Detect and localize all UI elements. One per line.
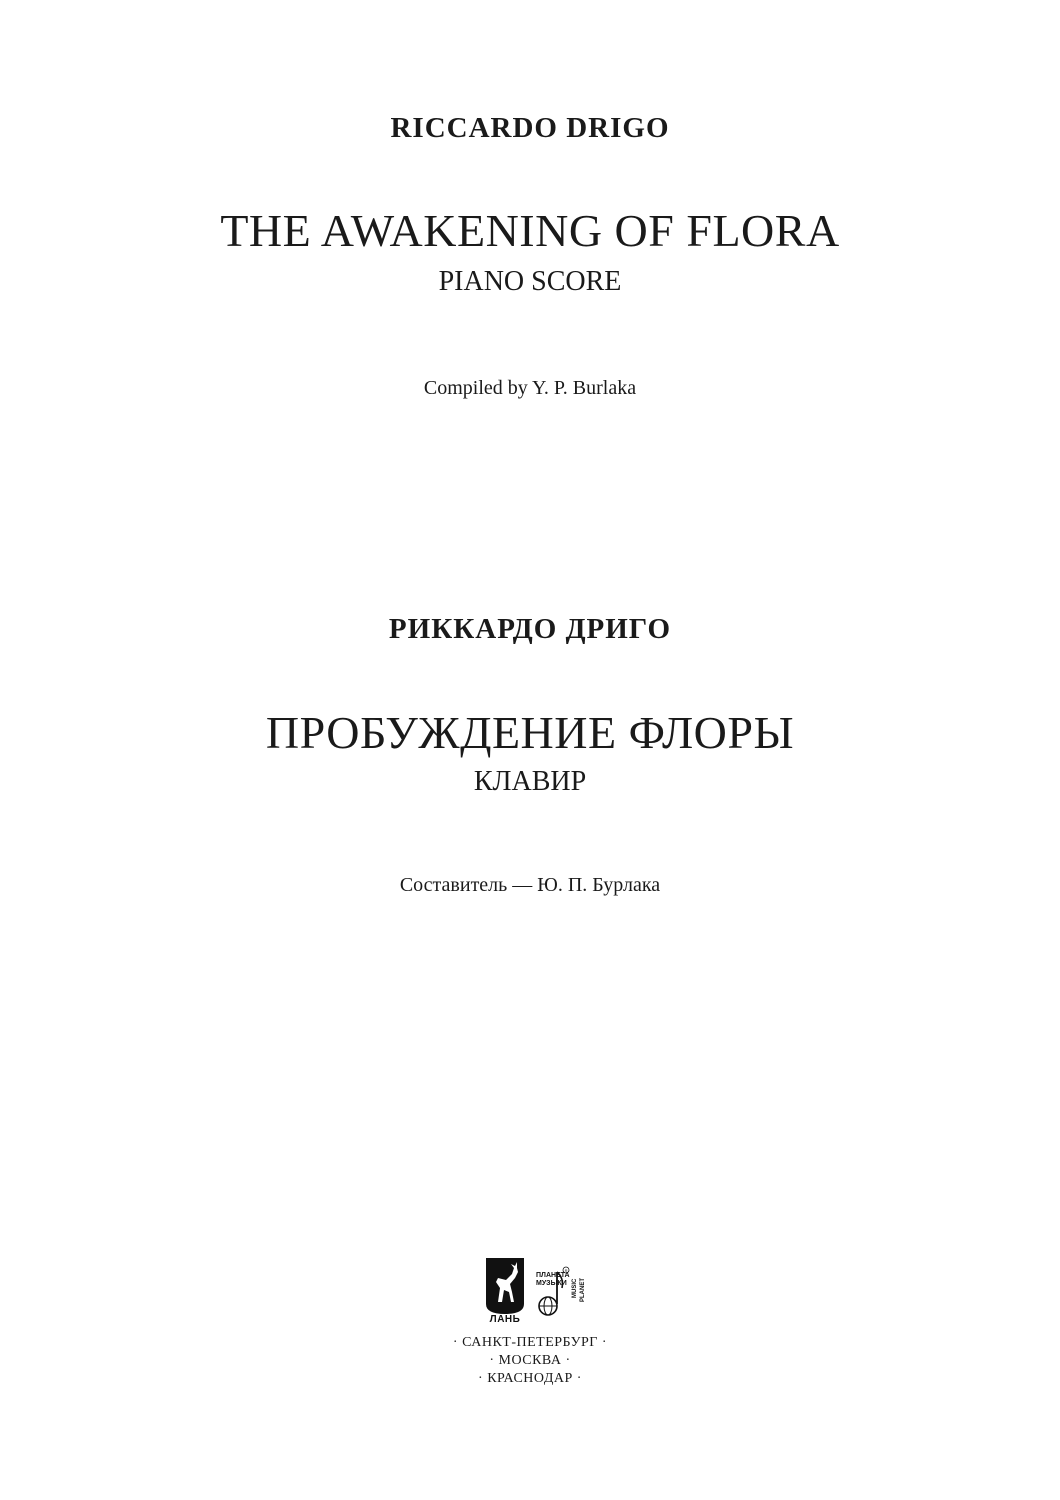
russian-title: ПРОБУЖДЕНИЕ ФЛОРЫ [265, 707, 795, 758]
russian-author: РИККАРДО ДРИГО [388, 613, 672, 645]
lan-logo-text: ЛАНЬ [489, 1314, 521, 1325]
russian-compiler: Составитель — Ю. П. Бурлака [399, 874, 661, 896]
publisher-cities [0, 1334, 1060, 1388]
russian-subtitle: КЛАВИР [473, 766, 587, 797]
city-krasnodar: · КРАСНОДАР · [478, 1371, 582, 1386]
publisher-block [0, 1258, 1060, 1388]
planet-logo-en-line2: PLANET [580, 1278, 586, 1302]
english-title: THE AWAKENING OF FLORA [220, 205, 840, 256]
planet-logo-ru-line1: ПЛАНЕТА [536, 1272, 570, 1279]
svg-text:R: R [564, 1267, 568, 1273]
english-author: RICCARDO DRIGO [390, 112, 670, 144]
english-subtitle: PIANO SCORE [438, 266, 622, 297]
english-compiler: Compiled by Y. P. Burlaka [423, 377, 637, 399]
publisher-logos [460, 1258, 600, 1330]
planet-logo-en-line1: MUSIC [572, 1278, 578, 1298]
city-moscow: · МОСКВА · [489, 1353, 571, 1368]
city-saint-petersburg: · САНКТ-ПЕТЕРБУРГ · [452, 1335, 608, 1350]
planet-logo-ru-line2: МУЗЫКИ [536, 1280, 567, 1287]
